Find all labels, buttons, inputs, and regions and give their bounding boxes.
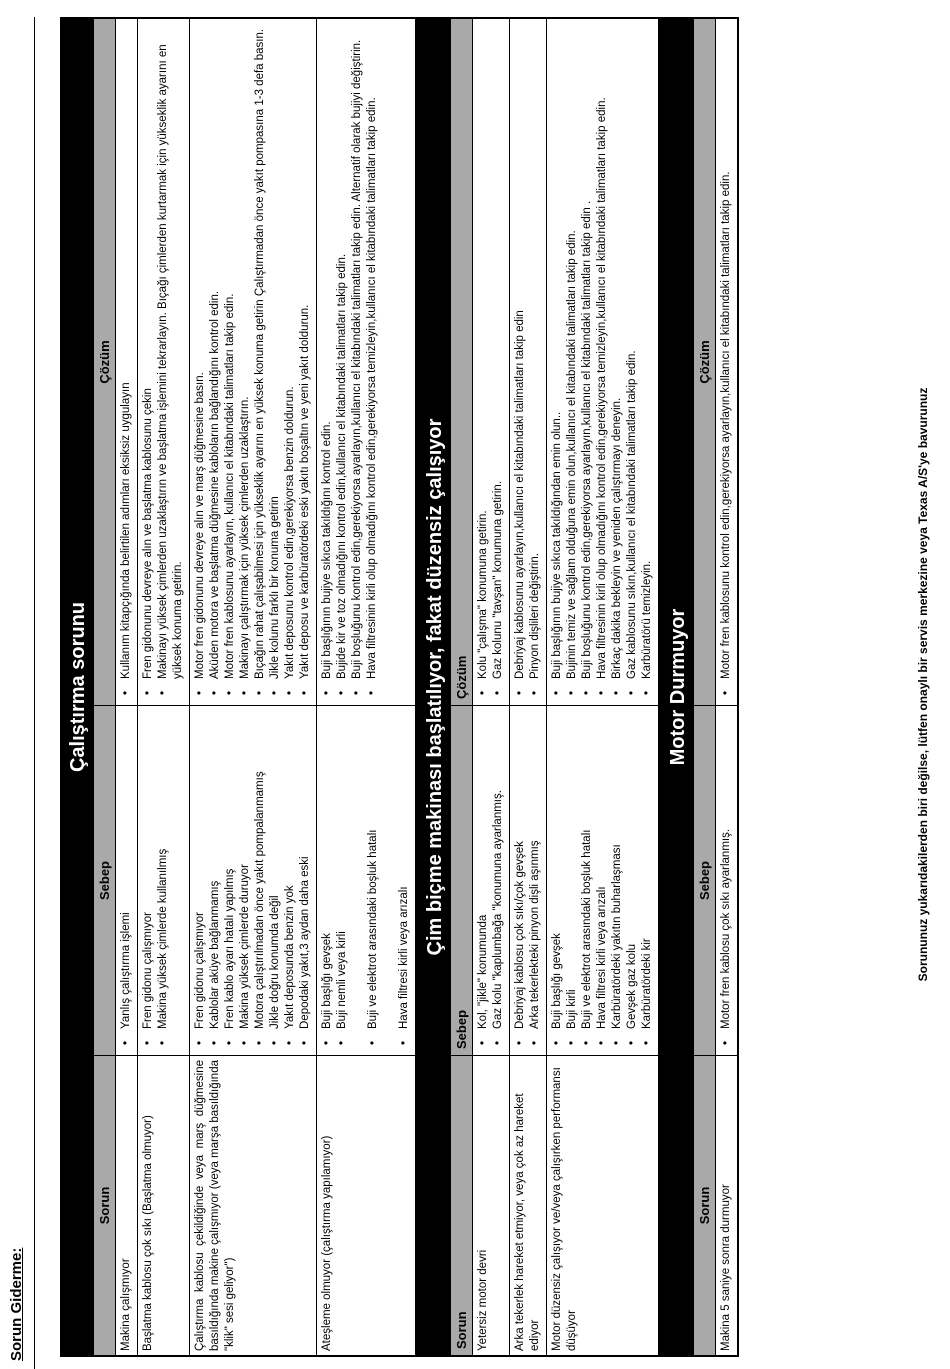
solution-cell bbox=[473, 19, 510, 705]
solution-item: • Jikle kolunu farklı bir konuma getirin bbox=[268, 23, 283, 679]
cause-item: • Gevşek gaz kolu bbox=[625, 710, 640, 1029]
cause-item: • Buji kirli bbox=[565, 710, 580, 1029]
problem-cell: Makina çalışmıyor bbox=[116, 1055, 138, 1355]
title-divider bbox=[34, 17, 35, 1369]
section-irregular-running bbox=[417, 17, 660, 1357]
solution-item: • Kolu "çalışma" konumuna getirin. bbox=[476, 23, 491, 679]
solution-cell bbox=[547, 19, 658, 705]
solution-cell bbox=[138, 19, 190, 705]
header-problem: Sorun bbox=[694, 1055, 716, 1355]
solution-item: • Buji boşluğunu kontrol edin,gerekiyorsa ayarlayın,kullanıcı el kitabındaki talimatları takip edin. Alternatif olarak bujiyi değiştirin. bbox=[350, 23, 365, 679]
cause-cell bbox=[190, 705, 317, 1055]
header-problem: Sorun bbox=[94, 1055, 116, 1355]
solution-cell bbox=[716, 19, 737, 705]
problem-cell: Ateşleme olmuyor (çalıştırma yapılamıyor) bbox=[317, 1055, 415, 1355]
cause-item: • Karbüratördeki yakıtın buharlaşması bbox=[610, 710, 625, 1029]
solution-item: • Motor fren kablosunu ayarlayın, kullanıcı el kitabındaki talimatları takip edin. bbox=[223, 23, 238, 679]
footer-note: Sorununuz yukarıdakilerden biri değilse, lütfen onaylı bir servis merkezine veya Texas A/S'ye bavurunuz bbox=[916, 387, 930, 982]
cause-item: • Motora çalıştırılmadan önce yakıt pompalanmamış bbox=[253, 710, 268, 1029]
solution-item: • Gaz kolunu "tavşan" konumuna getirin. bbox=[491, 23, 506, 679]
cause-item: • Makina yüksek çimlerde kullanılmış bbox=[156, 710, 171, 1029]
solution-item: • Hava filtresinin kirli olup olmadığını kontrol edin,gerekiyorsa temizleyin,kullanıcı el kitabındaki talimatları takip edin. bbox=[595, 23, 610, 679]
solution-item: • Yakıt deposunu kontrol edin,gerekiyorsa benzin doldurun. bbox=[283, 23, 298, 679]
cause-cell bbox=[473, 705, 510, 1055]
cause-item: • Depodaki yakıt,3 aydan daha eski bbox=[298, 710, 313, 1029]
problem-cell: Motor düzensiz çalışıyor ve/veya çalışırken performansı düşüyor bbox=[547, 1055, 658, 1355]
table-row bbox=[138, 19, 190, 1355]
cause-item: • Hava filtresi kirli veya arızalı bbox=[397, 710, 412, 1029]
table-row bbox=[190, 19, 317, 1355]
cause-cell bbox=[116, 705, 138, 1055]
solution-item: • Gaz kablosunu sıkın,kullanıcı el kitabındaki talimatları takip edin. bbox=[625, 23, 640, 679]
troubleshooting-tables bbox=[60, 17, 739, 1357]
table-header bbox=[94, 19, 116, 1355]
cause-item: • Buji nemli veya kirli bbox=[335, 710, 350, 1029]
solution-item: • Bujide kir ve toz olmadığını kontrol edin,kullanıcı el kitabındaki talimatları takip edin. bbox=[335, 23, 350, 679]
solution-item: • Debriyaj kablosunu ayarlayın,kullanıcı el kitabındaki talimatları takip edin bbox=[513, 23, 528, 679]
solution-item: • Fren gidonunu devreye alın ve başlatma kablosunu çekin bbox=[141, 23, 156, 679]
solution-item: • Bıçağın rahat çalışabilmesi için yükseklik ayarını en yüksek konuma getirin Çalıştırmadan önce yakıt pompasına 1-3 defa basın. bbox=[253, 23, 268, 679]
cause-item: • Karbüratördeki kir bbox=[640, 710, 655, 1029]
header-solution: Çözüm bbox=[694, 19, 716, 705]
solution-item: • Buji başlığının bujiye sıkıca takıldığından emin olun.. bbox=[550, 23, 565, 679]
section-title: Çim biçme makinası başlatılıyor, fakat düzensiz çalışıyor bbox=[419, 19, 451, 1355]
solution-item: • Makinayı çalıştırmak için yüksek çimlerden uzaklaştırın. bbox=[238, 23, 253, 679]
cause-item: • Buji ve elektrot arasındaki boşluk hatalı bbox=[580, 710, 595, 1029]
solution-item: • Motor fren kablosunu kontrol edin,gerekiyorsa ayarlayın,kullanıcı el kitabındaki talimatları takip edin. bbox=[719, 23, 734, 679]
solution-item: • Kullanım kitapçığında belirtilen adımları eksiksiz uygulayın bbox=[119, 23, 134, 679]
solution-item: • Karbüratörü temizleyin. bbox=[640, 23, 655, 679]
cause-item: • Buji başlığı gevşek bbox=[320, 710, 335, 1029]
solution-cell bbox=[190, 19, 317, 705]
section-title: Motor Durmuyor bbox=[662, 19, 694, 1355]
cause-cell bbox=[547, 705, 658, 1055]
cause-cell bbox=[510, 705, 547, 1055]
solution-item: • Makinayı yüksek çimlerden uzaklaştırın ve başlatma işlemini tekrarlayın. Bıçağı çimlerden kurtarmak için yükseklik ayarını en yüksek konuma getirin. bbox=[156, 23, 186, 679]
cause-item: • Arka tekerlekteki pinyon dişli aşınmış bbox=[528, 710, 543, 1029]
cause-item: • Jikle doğru konumda değil bbox=[268, 710, 283, 1029]
solution-cell bbox=[317, 19, 415, 705]
solution-item: • Buji boşluğunu kontrol edin,gerekiyorsa ayarlayın,kullanıcı el kitabındaki talimatları takip edin . bbox=[580, 23, 595, 679]
solution-item: • Hava filtresinin kirli olup olmadığını kontrol edin,gerekiyorsa temizleyin,kullanıcı el kitabındaki talimatları takip edin. bbox=[365, 23, 380, 679]
header-cause: Sebep bbox=[694, 705, 716, 1055]
table-row bbox=[473, 19, 510, 1355]
cause-item: • Kol, "jikle" konumunda bbox=[476, 710, 491, 1029]
solution-cell bbox=[510, 19, 547, 705]
table-header bbox=[451, 19, 473, 1355]
section-startup-problem bbox=[60, 17, 417, 1357]
cause-item: • Gaz kolu "kaplumbağa "konumuna ayarlanmış. bbox=[491, 710, 506, 1029]
problem-cell: Başlatma kablosu çok sıkı (Başlatma olmuyor) bbox=[138, 1055, 190, 1355]
cause-item: • Fren gidonu çalışmıyor bbox=[141, 710, 156, 1029]
header-problem: Sorun bbox=[451, 1055, 473, 1355]
table-row bbox=[716, 19, 737, 1355]
problem-cell: Yetersiz motor devri bbox=[473, 1055, 510, 1355]
cause-cell bbox=[716, 705, 737, 1055]
header-cause: Sebep bbox=[94, 705, 116, 1055]
cause-item: • Kablolar aküye bağlanmamış bbox=[208, 710, 223, 1029]
problem-cell: Çalıştırma kablosu çekildiğinde veya marş düğmesine basıldığında makine çalışmıyor (veya marşa basıldığında "klik" sesi geliyor") bbox=[190, 1055, 317, 1355]
cause-item: • Buji başlığı gevşek bbox=[550, 710, 565, 1029]
header-solution: Çözüm bbox=[451, 19, 473, 705]
section-engine-not-stopping bbox=[660, 17, 739, 1357]
table-header bbox=[694, 19, 716, 1355]
page-title: Sorun Giderme: bbox=[8, 1247, 25, 1361]
header-cause: Sebep bbox=[451, 705, 473, 1055]
cause-item: • Motor fren kablosu çok sıkı ayarlanmış. bbox=[719, 710, 734, 1029]
solution-item: • Buji başlığının bujiye sıkıca takıldığını kontrol edin. bbox=[320, 23, 335, 679]
solution-item: • Motor fren gidonunu devreye alın ve marş düğmesine basın. bbox=[193, 23, 208, 679]
header-solution: Çözüm bbox=[94, 19, 116, 705]
problem-cell: Arka tekerlek hareket etmiyor, veya çok az hareket ediyor bbox=[510, 1055, 547, 1355]
section-title: Çalıştırma sorunu bbox=[62, 19, 94, 1355]
solution-item: • Aküden motora ve başlatma düğmesine kabloların bağlandığını kontrol edin. bbox=[208, 23, 223, 679]
solution-item: • Yakıt deposu ve karbüratördeki eski yakıtı boşaltın ve yeni yakıt doldurun. bbox=[298, 23, 313, 679]
cause-cell bbox=[317, 705, 415, 1055]
cause-item: • Buji ve elektrot arasındaki boşluk hatalı bbox=[366, 710, 381, 1029]
solution-cell bbox=[116, 19, 138, 705]
table-row bbox=[317, 19, 415, 1355]
cause-item: • Makina yüksek çimlerde duruyor bbox=[238, 710, 253, 1029]
cause-item: • Fren kablo ayarı hatalı yapılmış bbox=[223, 710, 238, 1029]
solution-item: • Birkaç dakika bekleyin ve yeniden çalıştırmayı deneyin. bbox=[610, 23, 625, 679]
table-row bbox=[510, 19, 547, 1355]
cause-cell bbox=[138, 705, 190, 1055]
table-row bbox=[116, 19, 138, 1355]
problem-cell: Makina 5 saniye sonra durmuyor bbox=[716, 1055, 737, 1355]
cause-item: • Debriyaj kablosu çok sıkı/çok gevşek bbox=[513, 710, 528, 1029]
table-row bbox=[547, 19, 658, 1355]
solution-item: • Pinyon dişlileri değiştirin. bbox=[528, 23, 543, 679]
cause-item: • Yakıt deposunda benzin yok bbox=[283, 710, 298, 1029]
solution-item: • Bujinin temiz ve sağlam olduğuna emin olun,kullanıcı el kitabındaki talimatları takip edin. bbox=[565, 23, 580, 679]
cause-item: • Yanlış çalıştırma işlemi bbox=[119, 710, 134, 1029]
cause-item: • Hava filtresi kirli veya arızalı bbox=[595, 710, 610, 1029]
cause-item: • Fren gidonu çalışmıyor bbox=[193, 710, 208, 1029]
